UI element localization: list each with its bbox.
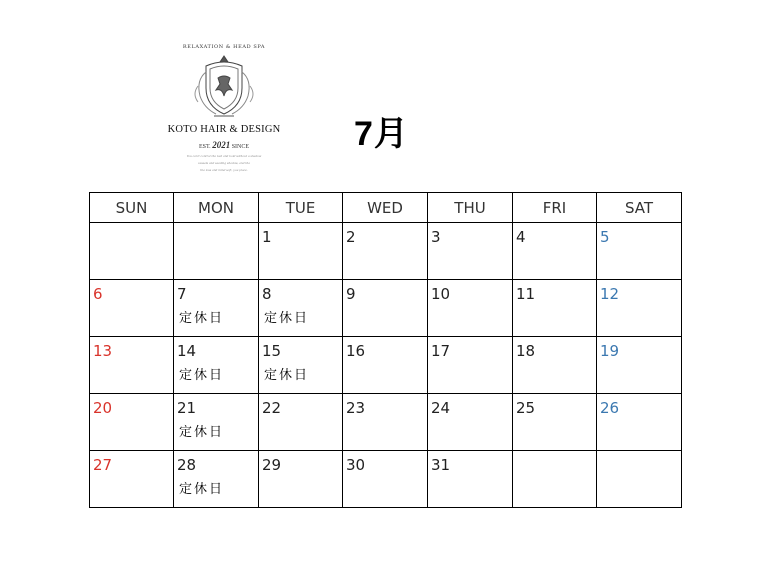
closed-day-label: 定休日 xyxy=(179,482,225,497)
day-cell xyxy=(90,223,174,280)
week-row xyxy=(90,394,682,451)
day-number: 10 xyxy=(431,285,451,303)
closed-day-label: 定休日 xyxy=(264,311,310,326)
day-cell xyxy=(513,223,597,280)
day-number: 17 xyxy=(431,342,451,360)
day-number: 19 xyxy=(600,342,620,360)
weekday-header-thu: THU xyxy=(428,193,513,223)
day-number: 26 xyxy=(600,399,620,417)
closed-day-label: 定休日 xyxy=(179,368,225,383)
logo-est-year: 2021 xyxy=(212,140,231,150)
day-number: 23 xyxy=(346,399,366,417)
day-cell xyxy=(513,451,597,508)
day-number: 7 xyxy=(177,285,187,303)
day-cell xyxy=(90,280,174,337)
week-row xyxy=(90,337,682,394)
weekday-header-sun: SUN xyxy=(90,193,174,223)
week-row xyxy=(90,280,682,337)
day-cell xyxy=(259,337,343,394)
month-title: 7月 xyxy=(354,115,409,153)
logo-tagline-2: vessels and seeding shadow, and the xyxy=(198,161,250,165)
day-cell xyxy=(513,394,597,451)
day-number: 28 xyxy=(177,456,197,474)
day-number: 24 xyxy=(431,399,451,417)
day-number: 11 xyxy=(516,285,536,303)
day-number: 14 xyxy=(177,342,197,360)
day-cell xyxy=(174,223,259,280)
day-number: 1 xyxy=(262,228,272,246)
weekday-header-row xyxy=(90,193,682,223)
day-number: 9 xyxy=(346,285,356,303)
day-cell xyxy=(597,451,682,508)
logo-est-line xyxy=(160,140,288,150)
logo-tagline-1: You can't control the bad and bold without a shadow xyxy=(186,154,262,158)
day-cell xyxy=(428,451,513,508)
weekday-header-wed: WED xyxy=(343,193,428,223)
day-number: 16 xyxy=(346,342,366,360)
day-number: 21 xyxy=(177,399,197,417)
salon-logo xyxy=(160,38,288,178)
day-number: 15 xyxy=(262,342,282,360)
day-number: 8 xyxy=(262,285,272,303)
day-cell xyxy=(513,280,597,337)
day-number: 6 xyxy=(93,285,103,303)
week-row xyxy=(90,223,682,280)
logo-spa-text: RELAXATION & HEAD SPA xyxy=(182,44,266,50)
day-number: 22 xyxy=(262,399,282,417)
logo-est-prefix: EST. xyxy=(198,144,211,150)
day-number: 20 xyxy=(93,399,113,417)
day-cell xyxy=(90,337,174,394)
day-cell xyxy=(597,394,682,451)
day-number: 30 xyxy=(346,456,366,474)
weekday-header-mon: MON xyxy=(174,193,259,223)
day-number: 4 xyxy=(516,228,526,246)
day-cell xyxy=(174,337,259,394)
day-number: 29 xyxy=(262,456,282,474)
day-number: 3 xyxy=(431,228,441,246)
week-row xyxy=(90,451,682,508)
day-cell xyxy=(259,280,343,337)
day-cell xyxy=(597,223,682,280)
day-cell xyxy=(513,337,597,394)
day-number: 27 xyxy=(93,456,113,474)
day-number: 12 xyxy=(600,285,620,303)
day-cell xyxy=(343,394,428,451)
day-cell xyxy=(343,280,428,337)
closed-day-label: 定休日 xyxy=(179,425,225,440)
day-number: 5 xyxy=(600,228,610,246)
day-cell xyxy=(174,451,259,508)
day-cell xyxy=(174,280,259,337)
day-cell xyxy=(343,337,428,394)
day-cell xyxy=(343,223,428,280)
weekday-header-fri: FRI xyxy=(513,193,597,223)
logo-brand-name: KOTO HAIR & DESIGN xyxy=(167,124,281,135)
day-cell xyxy=(597,337,682,394)
day-cell xyxy=(597,280,682,337)
day-number: 2 xyxy=(346,228,356,246)
closed-day-label: 定休日 xyxy=(264,368,310,383)
day-cell xyxy=(90,394,174,451)
calendar-grid xyxy=(89,192,682,508)
crest-icon xyxy=(188,50,260,122)
day-cell xyxy=(428,223,513,280)
day-cell xyxy=(259,223,343,280)
day-cell xyxy=(428,337,513,394)
day-cell xyxy=(259,394,343,451)
weekday-header-tue: TUE xyxy=(259,193,343,223)
day-number: 25 xyxy=(516,399,536,417)
closed-day-label: 定休日 xyxy=(179,311,225,326)
weekday-header-sat: SAT xyxy=(597,193,682,223)
logo-tagline-3: the loss and mind soft, you place. xyxy=(200,168,248,172)
day-cell xyxy=(343,451,428,508)
logo-est-suffix: SINCE xyxy=(231,144,250,150)
day-cell xyxy=(259,451,343,508)
day-number: 18 xyxy=(516,342,536,360)
day-cell xyxy=(90,451,174,508)
day-number: 31 xyxy=(431,456,451,474)
day-cell xyxy=(174,394,259,451)
day-number: 13 xyxy=(93,342,113,360)
day-cell xyxy=(428,280,513,337)
day-cell xyxy=(428,394,513,451)
